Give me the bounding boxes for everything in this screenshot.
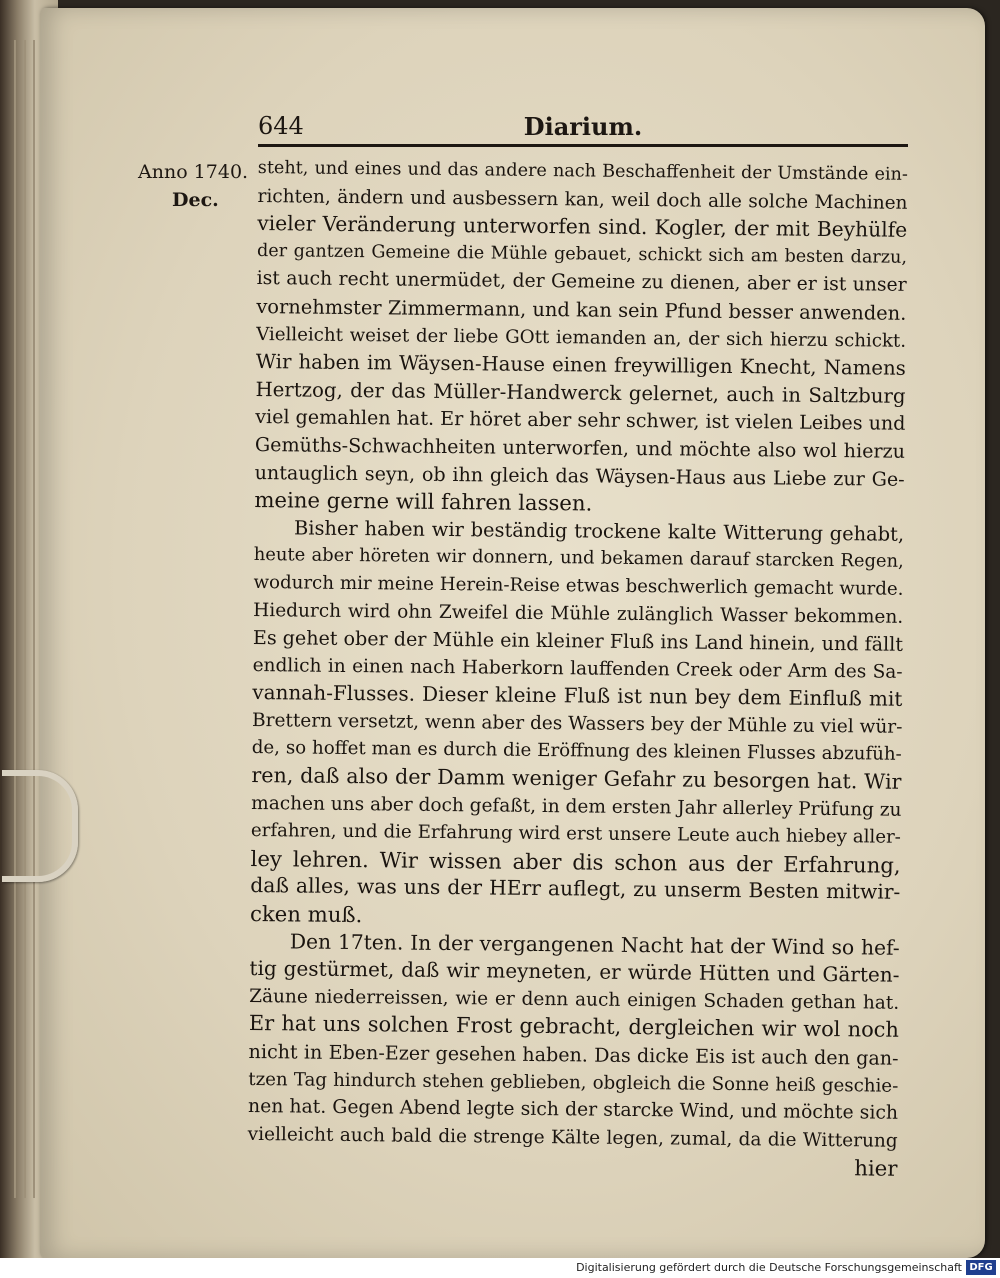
text-line: ren, daß also der Damm weniger Gefahr zu besorgen hat. Wir: [251, 763, 902, 794]
text-line: viel gemahlen hat. Er höret aber sehr schwer, ist vielen Leibes und: [255, 405, 906, 436]
text-line: Hiedurch wird ohn Zweifel die Mühle zulänglich Wasser bekommen.: [253, 599, 904, 628]
page-leaf: [14, 40, 16, 1198]
text-line: Bisher haben wir beständig trockene kalte Witterung gehabt,: [293, 516, 905, 546]
text-line: endlich in einen nach Haberkorn lauffenden Creek oder Arm des Sa-: [252, 654, 903, 683]
text-line: vannah-Flusses. Dieser kleine Fluß ist nun bey dem Einfluß mit: [252, 680, 903, 712]
text-line: machen uns aber doch gefaßt, in dem ersten Jahr allerley Prüfung zu: [251, 792, 902, 821]
text-line: Den 17ten. In der vergangenen Nacht hat der Wind so hef-: [289, 929, 900, 960]
text-line: de, so hoffet man es durch die Eröffnung des kleinen Flusses abzufüh-: [251, 737, 902, 766]
text-line: tzen Tag hindurch stehen geblieben, obgleich die Sonne heiß geschie-: [248, 1068, 899, 1097]
footer-bar: [0, 1258, 1000, 1278]
text-line: Es gehet ober der Mühle ein kleiner Fluß ins Land hinein, und fällt: [252, 626, 904, 656]
text-line: wodurch mir meine Herein-Reise etwas beschwerlich gemacht wurde.: [253, 571, 904, 600]
text-line: untauglich seyn, ob ihn gleich das Wäysen-Haus aus Liebe zur Ge-: [254, 460, 905, 491]
paper-clip: [2, 770, 78, 882]
running-title: Diarium.: [523, 112, 643, 141]
text-line: erfahren, und die Erfahrung wird erst unsere Leute auch hiebey aller-: [250, 820, 901, 849]
margin-year: Anno 1740.: [138, 161, 249, 183]
text-line: ist auch recht unermüdet, der Gemeine zu dienen, aber er ist unser: [256, 268, 907, 297]
page-leaf: [24, 40, 26, 1198]
page-leaf: [33, 40, 35, 1198]
text-line: Wir haben im Wäysen-Hause einen freywilligen Knecht, Namens: [255, 350, 906, 380]
margin-month: Dec.: [172, 189, 219, 211]
text-line: Hertzog, der das Müller-Handwerck gelernet, auch in Saltzburg: [255, 377, 906, 408]
text-line: nicht in Eben-Ezer gesehen haben. Das dicke Eis ist auch den gan-: [248, 1039, 899, 1070]
text-line: vielleicht auch bald die strenge Kälte legen, zumal, da die Witterung: [247, 1123, 898, 1152]
text-line: heute aber höreten wir donnern, und bekamen darauf starcken Regen,: [253, 544, 904, 573]
text-line: nen hat. Gegen Abend legte sich der starcke Wind, und möchte sich: [247, 1096, 899, 1124]
text-line: der gantzen Gemeine die Mühle gebauet, schickt sich am besten darzu,: [256, 240, 908, 268]
dfg-logo-icon: DFG: [966, 1260, 996, 1275]
catchword: hier: [854, 1155, 898, 1182]
text-line: Brettern versetzt, wenn aber des Wassers bey der Mühle zu viel wür-: [251, 709, 903, 738]
text-line: ley lehren. Wir wissen aber dis schon aus der Erfahrung,: [250, 845, 901, 878]
margin-note: [138, 158, 260, 214]
text-line: Er hat uns solchen Frost gebracht, dergleichen wir wol noch: [248, 1011, 899, 1043]
text-line: Gemüths-Schwachheiten unterworfen, und möchte also wol hierzu: [254, 432, 906, 463]
text-line: tig gestürmet, daß wir meyneten, er würde Hütten und Gärten-: [249, 956, 900, 987]
text-line: meine gerne will fahren lassen.: [254, 487, 593, 516]
text-line: Zäune niederreissen, wie er denn auch einigen Schaden gethan hat.: [249, 985, 900, 1014]
footer-credit: Digitalisierung gefördert durch die Deutsche Forschungsgemeinschaft: [576, 1261, 962, 1274]
text-line: daß alles, was uns der HErr auflegt, zu unserm Besten mitwir-: [250, 873, 901, 905]
text-line: steht, und eines und das andere nach Beschaffenheit der Umstände ein-: [257, 157, 908, 185]
text-line: cken muß.: [249, 900, 363, 928]
text-line: vieler Veränderung unterworfen sind. Kogler, der mit Beyhülfe: [257, 211, 908, 242]
running-head: [258, 112, 908, 152]
text-line: Vielleicht weiset der liebe GOtt iemanden an, der sich hierzu schickt.: [256, 323, 907, 352]
text-line: richten, ändern und ausbessern kan, weil doch alle solche Machinen: [257, 185, 908, 214]
text-line: vornehmster Zimmermann, und kan sein Pfund besser anwenden.: [256, 294, 907, 325]
page-number: 644: [258, 112, 304, 140]
body-text: [247, 155, 908, 1183]
header-rule: [258, 144, 908, 147]
